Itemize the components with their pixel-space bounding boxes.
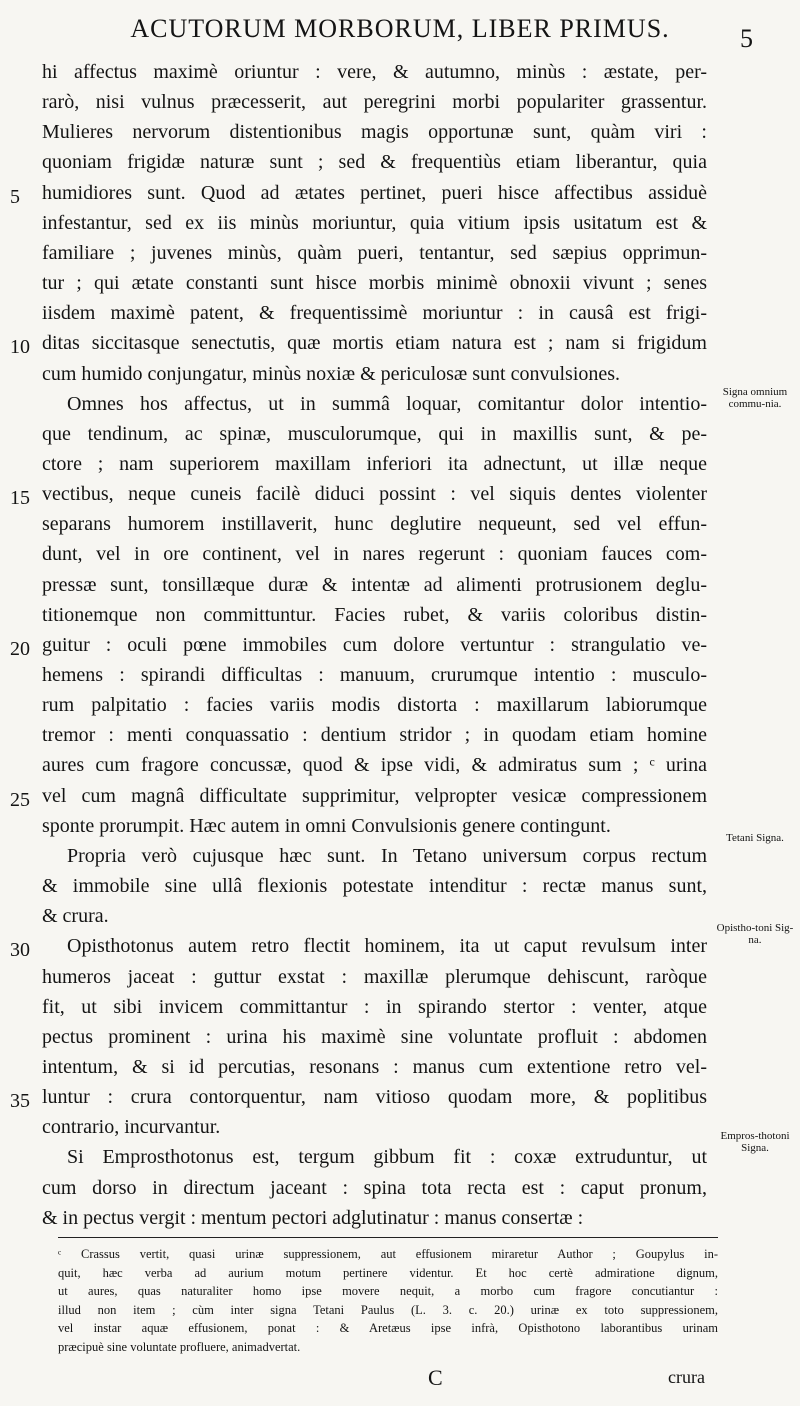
sidenote-opisthotoni-signa: Opistho-toni Sig-na.: [716, 922, 794, 946]
text-line: Omnes hos affectus, ut in summâ loquar, comitantur dolor intentio-: [67, 392, 707, 415]
text-line: vectibus, neque cuneis facilè diduci possint : vel siquis dentes violenter: [42, 483, 707, 506]
text-line: contrario, incurvantur.: [42, 1116, 221, 1139]
footnote-rule: [58, 1237, 718, 1238]
text-line: que tendinum, ac spinæ, musculorumque, qui in maxillis sunt, & pe-: [42, 422, 707, 445]
text-line: fit, ut sibi invicem committantur : in spirando stertor : venter, atque: [42, 995, 707, 1018]
text-line: pectus prominent : urina his maximè sine voluntate profluit : abdomen: [42, 1025, 707, 1048]
text-line: infestantur, sed ex iis minùs moriuntur, quia vitium ipsis usitatum est &: [42, 211, 707, 234]
text-line: Propria verò cujusque hæc sunt. In Tetano universum corpus rectum: [67, 844, 707, 867]
text-line: separans humorem instillaverit, hunc deglutire nequeunt, sed vel effun-: [42, 513, 707, 536]
text-line: & crura.: [42, 905, 109, 928]
footnote-line: præcipuè sine voluntate profluere, animadvertat.: [58, 1340, 301, 1354]
text-line: ctore ; nam superiorem maxillam inferiori ita adnectunt, ut illæ neque: [42, 452, 707, 475]
text-line: ditas siccitasque senectutis, quæ mortis etiam natura est ; nam si frigidum: [42, 332, 707, 355]
footnote-line: ut aures, quas naturaliter homo ipse movere nequit, a morbo cum fragore concutiantur :: [58, 1284, 718, 1299]
footnote-line: illud non item ; cùm inter signa Tetani Paulus (L. 3. c. 20.) urinæ ex toto suppressionem,: [58, 1302, 718, 1317]
line-number: 35: [10, 1090, 30, 1113]
text-line: humeros jaceat : guttur exstat : maxillæ plerumque dehiscunt, raròque: [42, 965, 707, 988]
text-line: iisdem maximè patent, & frequentissimè moriuntur : in causâ est frigi-: [42, 302, 707, 325]
footnote-line: ᶜ Crassus vertit, quasi urinæ suppressionem, aut effusionem miraretur Author ; Goupylus in-: [58, 1247, 718, 1261]
line-number: 5: [10, 185, 20, 208]
text-line: & immobile sine ullâ flexionis potestate intenditur : rectæ manus sunt,: [42, 875, 707, 898]
text-line: & in pectus vergit : mentum pectori adglutinatur : manus consertæ :: [42, 1206, 584, 1229]
text-line: rarò, nisi vulnus præcesserit, aut peregrini morbi populariter grassentur.: [42, 91, 707, 114]
line-number: 30: [10, 939, 30, 962]
running-head: ACUTORUM MORBORUM, LIBER PRIMUS.: [130, 14, 670, 43]
text-line: dunt, vel in ore continent, vel in nares regerunt : quoniam fauces com-: [42, 543, 707, 566]
text-line: luntur : crura contorquentur, nam vitioso quodam more, & poplitibus: [42, 1086, 707, 1109]
line-number: 10: [10, 336, 30, 359]
text-line: pressæ sunt, tonsillæque duræ & intentæ ad alimenti protrusionem deglu-: [42, 573, 707, 596]
text-line: guitur : oculi pœne immobiles cum dolore vertuntur : strangulatio ve-: [42, 633, 707, 656]
text-line: rum palpitatio : facies variis modis distorta : maxillarum labiorumque: [42, 694, 707, 717]
line-number: 25: [10, 788, 30, 811]
text-line: tur ; qui ætate constanti sunt hisce morbis minimè obnoxii vivunt ; senes: [42, 272, 707, 295]
footnote-line: vel instar aquæ effusionem, ponat : & Aretæus ipse infrà, Opisthotono laborantibus urinam: [58, 1321, 718, 1336]
sidenote-signa-omnium: Signa omnium commu-nia.: [722, 386, 788, 410]
text-line: sponte prorumpit. Hæc autem in omni Convulsionis genere contingunt.: [42, 814, 611, 837]
text-line: tremor : menti conquassatio : dentium stridor ; in quodam etiam homine: [42, 724, 707, 747]
text-line: quoniam frigidæ naturæ sunt ; sed & frequentiùs etiam liberantur, quia: [42, 151, 707, 174]
footnote-line: quit, hæc verba ad aurium motum pertinere videntur. Et hoc certè admiratione dignum,: [58, 1265, 718, 1280]
text-line: hemens : spirandi difficultas : manuum, crurumque intentio : musculo-: [42, 664, 707, 686]
text-line: cum dorso in directum jaceant : spina tota recta est : caput pronum,: [42, 1176, 707, 1199]
page-number: 5: [740, 24, 753, 53]
line-number: 20: [10, 637, 30, 660]
sidenote-emprosthotoni-signa: Empros-thotoni Signa.: [720, 1130, 790, 1154]
signature-mark: C: [428, 1365, 443, 1390]
sidenote-tetani-signa: Tetani Signa.: [726, 832, 784, 844]
text-line: vel cum magnâ difficultate supprimitur, velpropter vesicæ compressionem: [42, 784, 707, 807]
text-line: intentum, & si id percutias, resonans : manus cum extentione retro vel-: [42, 1055, 707, 1078]
text-line: cum humido conjungatur, minùs noxiæ & periculosæ sunt convulsiones.: [42, 362, 621, 385]
text-line: humidiores sunt. Quod ad ætates pertinet, pueri hisce affectibus assiduè: [42, 181, 707, 204]
text-line: Opisthotonus autem retro flectit hominem, ita ut caput revulsum inter: [67, 935, 707, 958]
text-line: familiare ; juvenes minùs, quàm pueri, tentantur, sed sæpius opprimun-: [42, 241, 707, 264]
text-line: Si Emprosthotonus est, tergum gibbum fit : coxæ extruduntur, ut: [67, 1146, 707, 1169]
text-line: hi affectus maximè oriuntur : vere, & autumno, minùs : æstate, per-: [42, 61, 707, 83]
line-number: 15: [10, 487, 30, 510]
text-line: aures cum fragore concussæ, quod & ipse vidi, & admiratus sum ; ᶜ urina: [42, 754, 707, 777]
catchword: crura: [668, 1367, 705, 1387]
text-line: Mulieres nervorum distentionibus magis opportunæ sunt, quàm viri :: [42, 121, 707, 144]
text-line: titionemque non committuntur. Facies rubet, & variis coloribus distin-: [42, 603, 707, 626]
